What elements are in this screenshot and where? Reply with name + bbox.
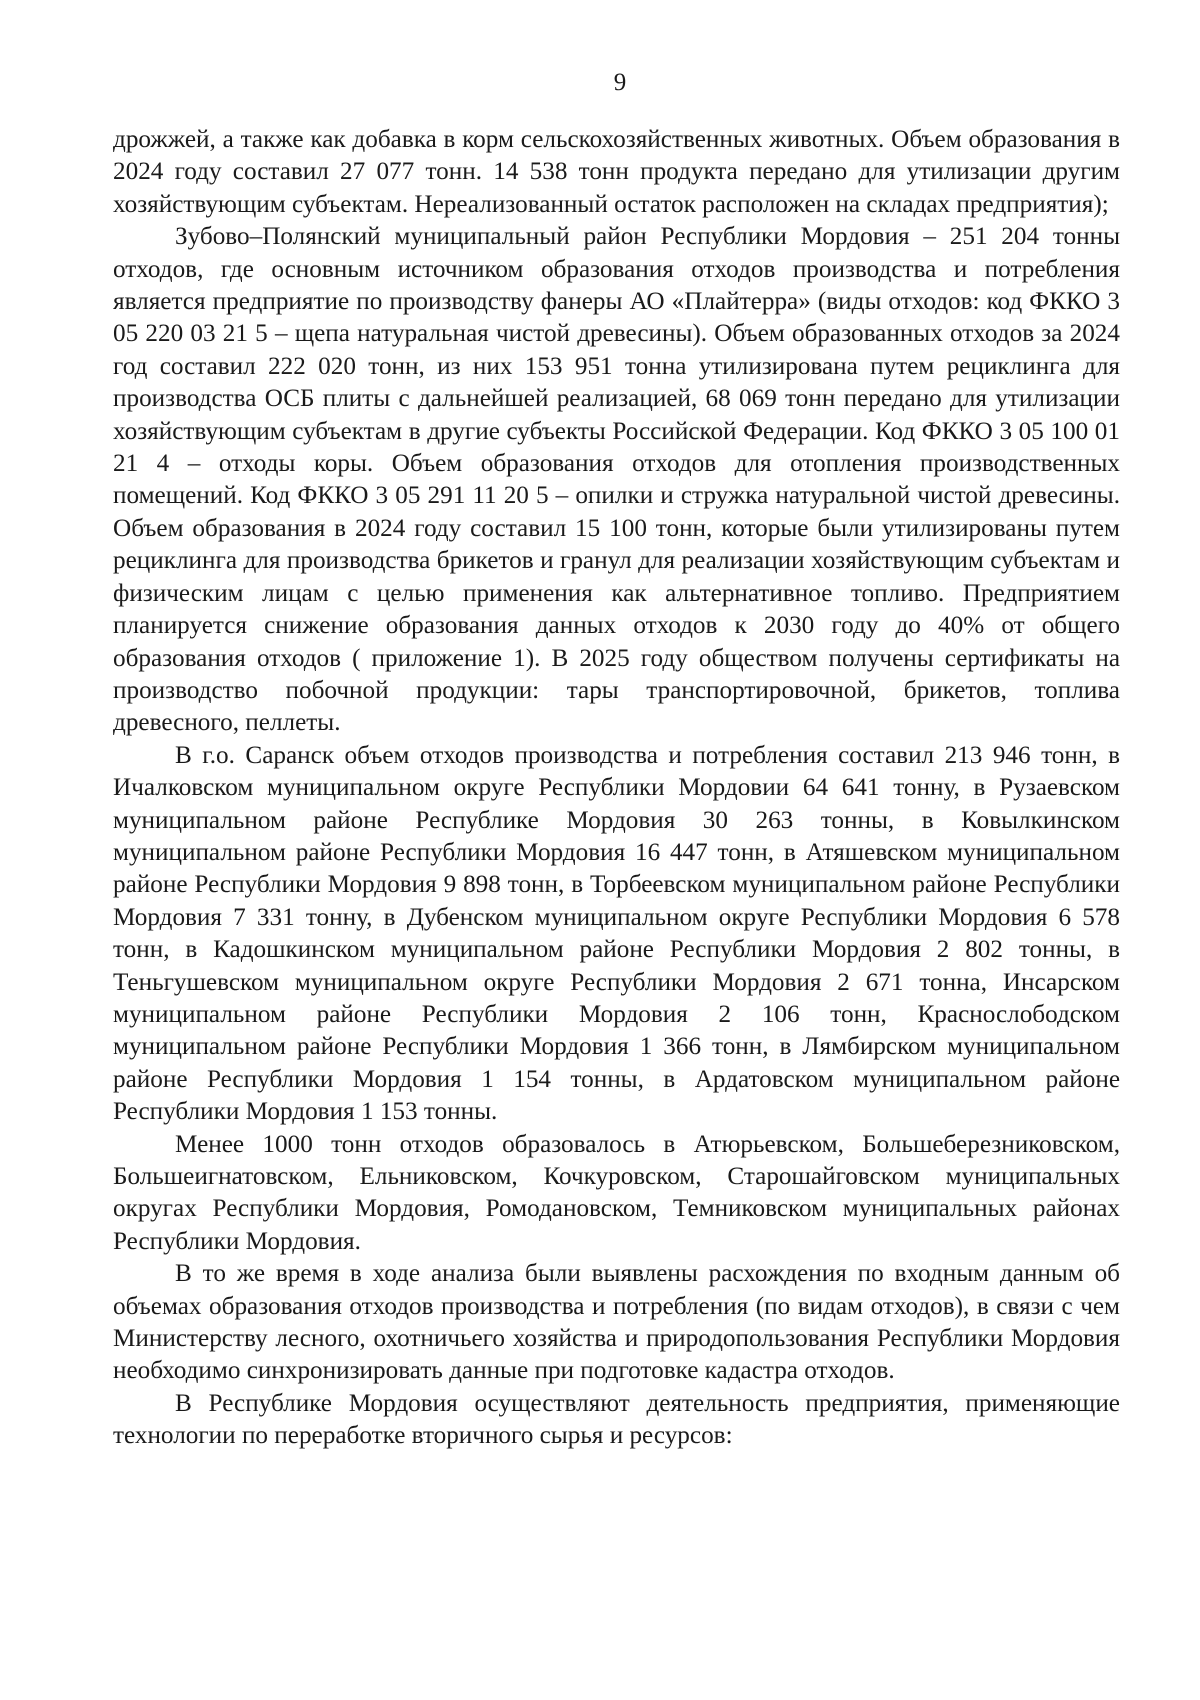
page-number: 9 [613,69,627,96]
paragraph-recycling-enterprises: В Республике Мордовия осуществляют деятельность предприятия, применяющие технологии по переработке вторичного сырья и ресурсов: [113,1389,1120,1450]
document-body [113,124,1120,1453]
paragraph-yeast-continuation: дрожжей, а также как добавка в корм сельскохозяйственных животных. Объем образования в 2024 году составил 27 077 тонн. 14 538 тонн продукта передано для утилизации другим хозяйствующим субъектам. Нереализованный остаток расположен на складах предприятия); [113,126,1120,218]
paragraph-saransk-districts: В г.о. Саранск объем отходов производства и потребления составил 213 946 тонн, в Ичалковском муниципальном округе Республики Мордовии 64 641 тонну, в Рузаевском муниципальном районе Республике Мордовия 30 263 тонны, в Ковылкинском муниципальном районе Республики Мордовия 16 447 тонн, в Атяшевском муниципальном районе Республики Мордовия 9 898 тонн, в Торбеевском муниципальном районе Республики Мордовия 7 331 тонну, в Дубенском муниципальном округе Республики Мордовия 6 578 тонн, в Кадошкинском муниципальном районе Республики Мордовия 2 802 тонны, в Теньгушевском муниципальном округе Республики Мордовия 2 671 тонна, Инсарском муниципальном районе Республики Мордовия 2 106 тонн, Краснослободском муниципальном районе Республики Мордовия 1 366 тонн, в Лямбирском муниципальном районе Республики Мордовия 1 154 тонны, в Ардатовском муниципальном районе Республики Мордовия 1 153 тонны. [113,741,1120,1126]
paragraph-under-1000-tons: Менее 1000 тонн отходов образовалось в Атюрьевском, Большеберезниковском, Большеигнатовском, Ельниковском, Кочкуровском, Старошайговском муниципальных округах Республики Мордовия, Ромодановском, Темниковском муниципальных районах Республики Мордовия. [113,1130,1120,1255]
paragraph-zubovo-polyansky: Зубово–Полянский муниципальный район Республики Мордовия – 251 204 тонны отходов, где основным источником образования отходов производства и потребления является предприятие по производству фанеры АО «Плайтерра» (виды отходов: код ФККО 3 05 220 03 21 5 – щепа натуральная чистой древесины). Объем образованных отходов за 2024 год составил 222 020 тонн, из них 153 951 тонна утилизирована путем рециклинга для производства ОСБ плиты с дальнейшей реализацией, 68 069 тонн передано для утилизации хозяйствующим субъектам в другие субъекты Российской Федерации. Код ФККО 3 05 100 01 21 4 – отходы коры. Объем образования отходов для отопления производственных помещений. Код ФККО 3 05 291 11 20 5 – опилки и стружка натуральной чистой древесины. Объем образования в 2024 году составил 15 100 тонн, которые были утилизированы путем рециклинга для производства брикетов и гранул для реализации хозяйствующим субъектам и физическим лицам с целью применения как альтернативное топливо. Предприятием планируется снижение образования данных отходов к 2030 году до 40% от общего образования отходов ( приложение 1). В 2025 году обществом получены сертификаты на производство побочной продукции: тары транспортировочной, брикетов, топлива древесного, пеллеты. [113,223,1120,737]
paragraph-data-discrepancies: В то же время в ходе анализа были выявлены расхождения по входным данным об объемах образования отходов производства и потребления (по видам отходов), в связи с чем Министерству лесного, охотничьего хозяйства и природопользования Республики Мордовия необходимо синхронизировать данные при подготовке кадастра отходов. [113,1260,1120,1385]
